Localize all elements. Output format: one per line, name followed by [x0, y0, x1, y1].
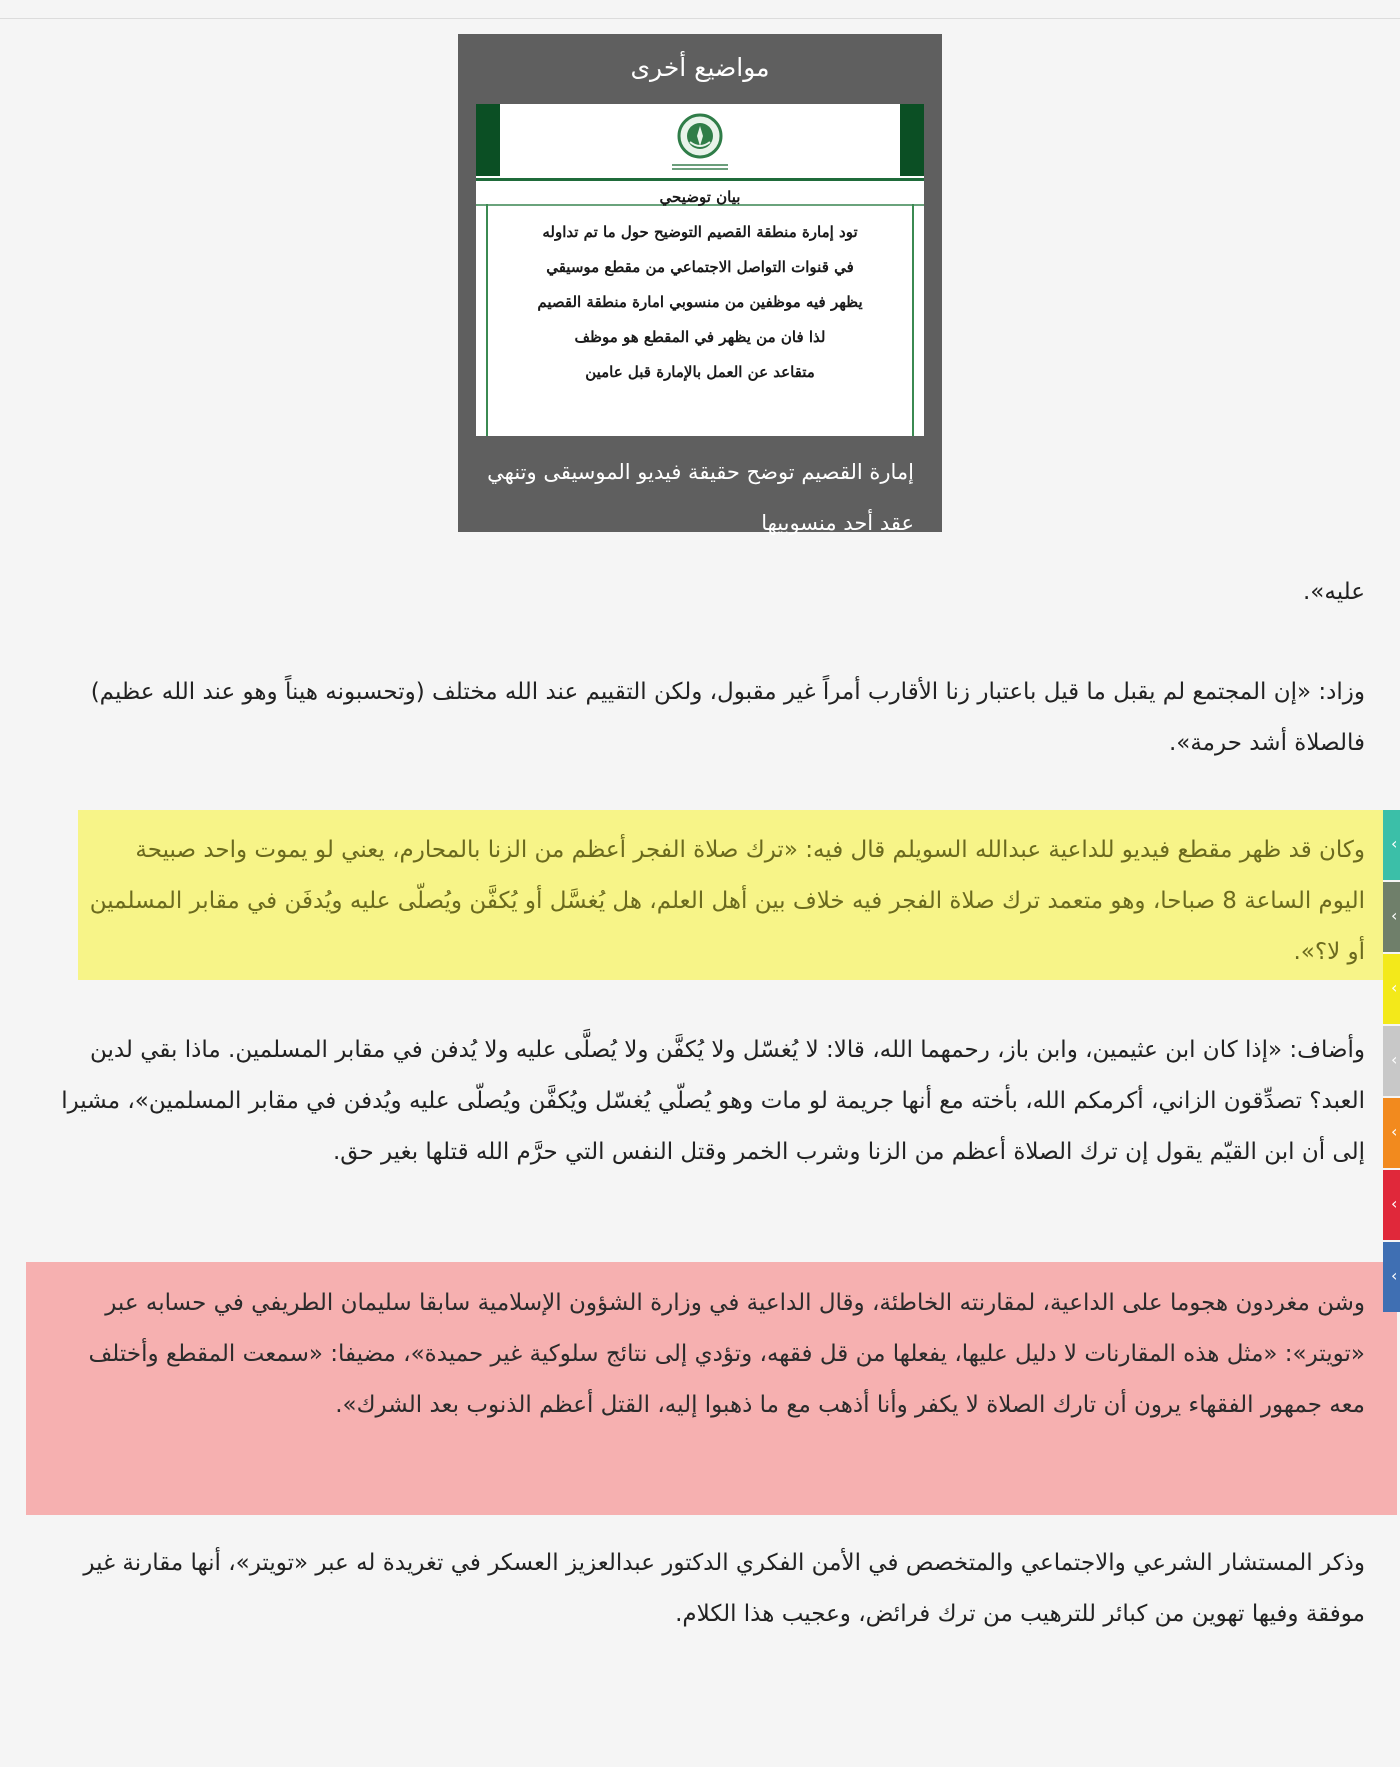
thumbnail-statement-text	[496, 180, 904, 390]
share-button-teal[interactable]	[1383, 810, 1400, 880]
share-button-orange[interactable]	[1383, 1098, 1400, 1168]
statement-line: متقاعد عن العمل بالإمارة قبل عامين	[585, 363, 815, 381]
share-icon: ‹	[1391, 1050, 1398, 1069]
article-paragraph: وذكر المستشار الشرعي والاجتماعي والمتخصص في الأمن الفكري الدكتور عبدالعزيز العسكر في تغريدة له عبر «تويتر»، أنها مقارنة غير موفقة وفيها تهوين من كبائر للترهيب من ترك فرائض، وعجيب هذا الكلام.	[83, 1550, 1365, 1627]
statement-line: تود إمارة منطقة القصيم التوضيح حول ما تم تداوله	[542, 223, 858, 241]
related-topic-thumbnail[interactable]	[476, 104, 924, 436]
share-icon: ‹	[1391, 1266, 1398, 1285]
related-topics-card[interactable]	[458, 34, 942, 535]
highlighted-paragraph-yellow: وكان قد ظهر مقطع فيديو للداعية عبدالله السويلم قال فيه: «ترك صلاة الفجر أعظم من الزنا بالمحارم، يعني لو يموت واحد صبيحة اليوم الساعة 8 صباحا، وهو متعمد ترك صلاة الفجر فيه خلاف بين أهل العلم، هل يُغسَّل أو يُكفَّن ويُصلّى عليه ويُدفَن في مقابر المسلمين أو لا؟».	[78, 810, 1383, 980]
share-button-red[interactable]	[1383, 1170, 1400, 1240]
article-paragraph: وأضاف: «إذا كان ابن عثيمين، وابن باز، رحمهما الله، قالا: لا يُغسّل ولا يُكفَّن ولا يُصلَّى عليه ولا يُدفن في مقابر المسلمين. ماذا بقي لدين العبد؟ تصدِّقون الزاني، أكرمكم الله، بأخته مع أنها جريمة لو مات وهو يُصلّي يُغسّل ويُكفَّن ويُصلّى عليه ويُدفن في مقابر المسلمين»، مشيرا إلى أن ابن القيّم يقول إن ترك الصلاة أعظم من الزنا وشرب الخمر وقتل النفس التي حرَّم الله قتلها بغير حق.	[61, 1037, 1365, 1165]
thumbnail-green-band-left	[476, 104, 500, 176]
share-icon: ‹	[1391, 906, 1398, 925]
share-icon: ‹	[1391, 1194, 1398, 1213]
share-button-blue[interactable]	[1383, 1242, 1400, 1312]
thumbnail-green-band-right	[900, 104, 924, 176]
share-icon: ‹	[1391, 978, 1398, 997]
related-topics-title: مواضيع أخرى	[630, 53, 770, 82]
share-button-yellow[interactable]	[1383, 954, 1400, 1024]
statement-line: لذا فان من يظهر في المقطع هو موظف	[574, 328, 826, 346]
share-button-gray[interactable]	[1383, 882, 1400, 952]
emblem-caption	[666, 162, 734, 172]
highlighted-paragraph-pink: وشن مغردون هجوما على الداعية، لمقارنته الخاطئة، وقال الداعية في وزارة الشؤون الإسلامية سابقا سليمان الطريفي في حسابه عبر «تويتر»: «مثل هذه المقارنات لا دليل عليها، يفعلها من قل فقهه، وتؤدي إلى نتائج سلوكية غير حميدة»، مضيفا: «سمعت المقطع وأختلف معه جمهور الفقهاء يرون أن تارك الصلاة لا يكفر وأنا أذهب مع ما ذهبوا إليه، القتل أعظم الذنوب بعد الشرك».	[26, 1262, 1397, 1515]
top-divider	[0, 18, 1400, 19]
emblem-icon	[676, 112, 724, 160]
article-paragraph: وزاد: «إن المجتمع لم يقبل ما قيل باعتبار زنا الأقارب أمراً غير مقبول، ولكن التقييم عند الله مختلف (وتحسبونه هيناً وهو عند الله عظيم) فالصلاة أشد حرمة».	[90, 679, 1365, 756]
share-button-silver[interactable]	[1383, 1026, 1400, 1096]
share-icon: ‹	[1391, 834, 1398, 853]
statement-line: في قنوات التواصل الاجتماعي من مقطع موسيقي	[546, 258, 854, 276]
statement-line: يظهر فيه موظفين من منسوبي امارة منطقة القصيم	[537, 293, 863, 311]
statement-heading: بيان توضيحي	[659, 188, 741, 206]
article-paragraph: عليه».	[1303, 579, 1365, 605]
share-sidebar	[1383, 810, 1400, 1314]
related-topic-link[interactable]: إمارة القصيم توضح حقيقة فيديو الموسيقى وتنهي عقد أحد منسوبيها	[487, 460, 914, 535]
share-icon: ‹	[1391, 1122, 1398, 1141]
